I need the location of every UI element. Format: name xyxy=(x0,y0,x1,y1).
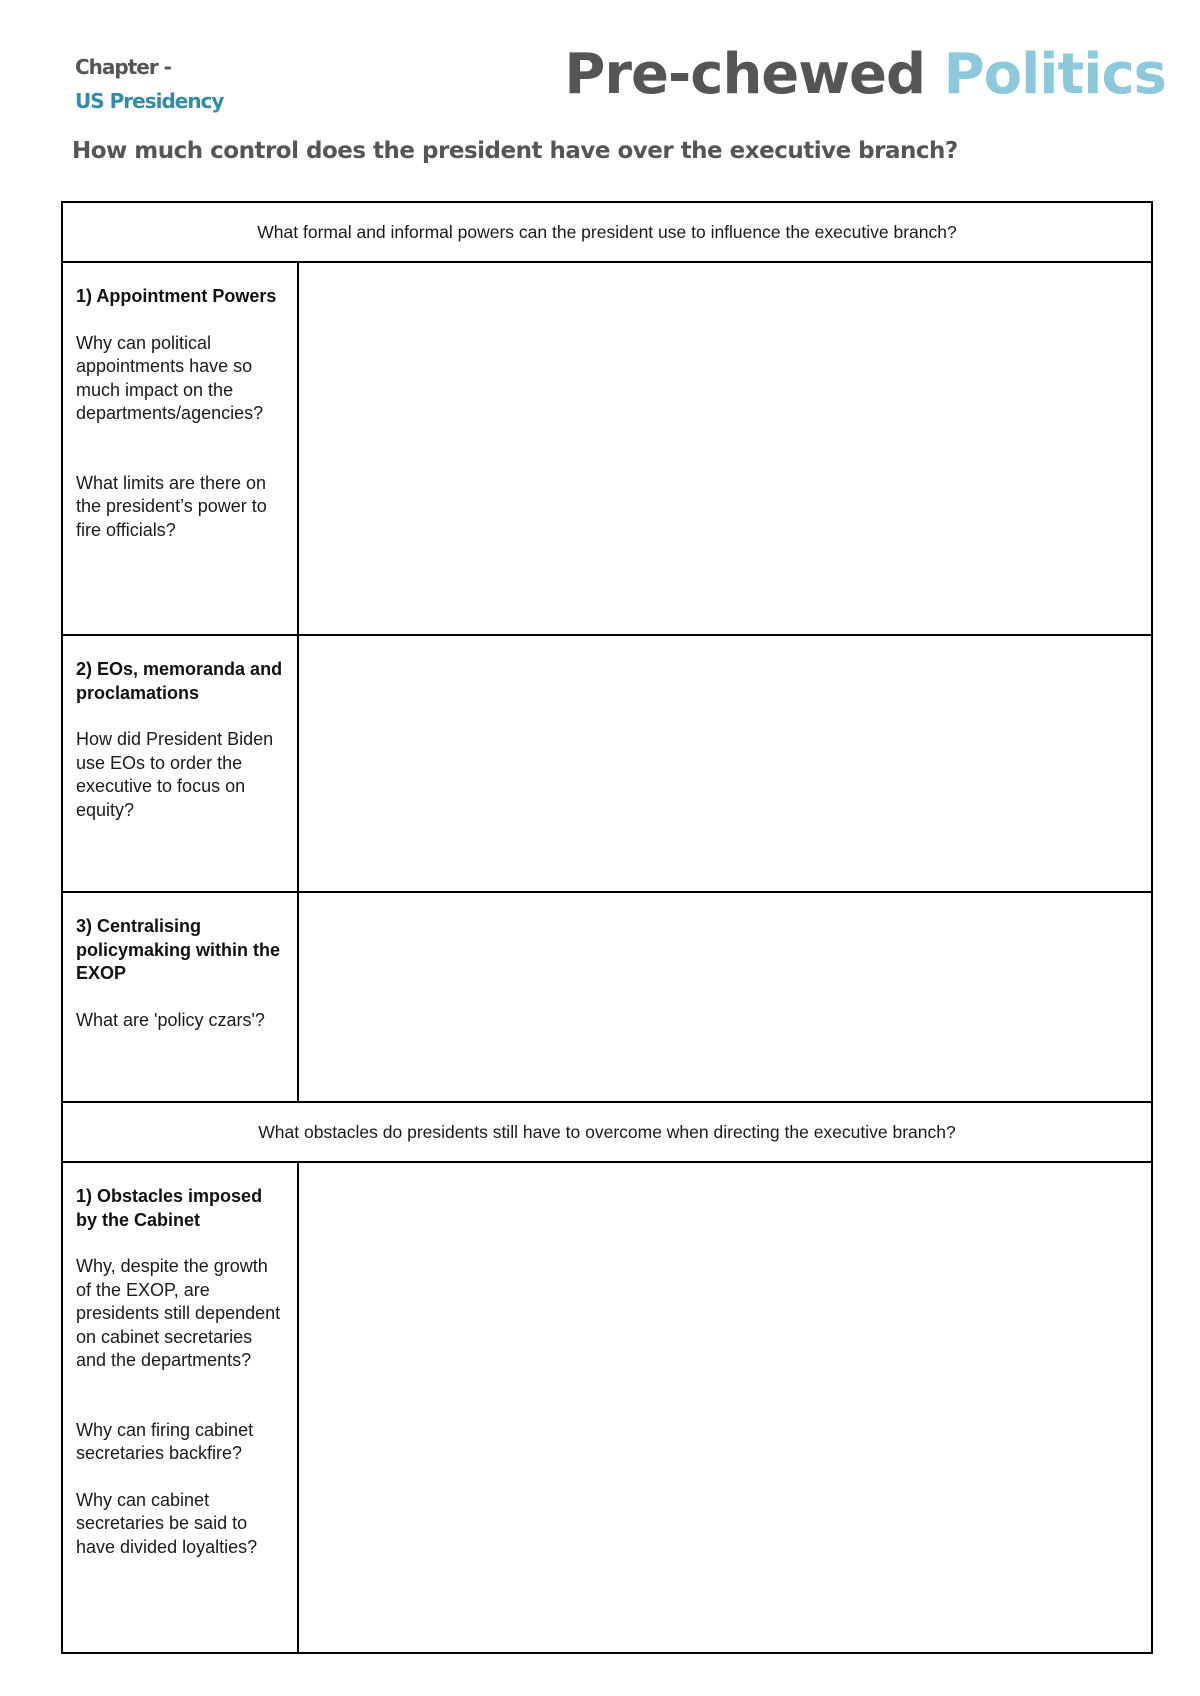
row-heading: 2) EOs, memoranda and proclamations xyxy=(76,659,283,703)
prompt-cell xyxy=(63,893,299,1101)
chapter-name: US Presidency xyxy=(75,89,224,113)
row-heading: 1) Appointment Powers xyxy=(76,286,277,306)
row-question: Why can firing cabinet secretaries backfire? xyxy=(76,1419,254,1463)
chapter-block xyxy=(75,50,223,118)
prompt-cell xyxy=(63,263,299,634)
prompt-cell xyxy=(63,636,299,891)
brand-logo-part1: Pre-chewed xyxy=(564,42,926,107)
worksheet-row-appointment-powers xyxy=(63,263,1151,636)
row-question: Why, despite the growth of the EXOP, are presidents still dependent on cabinet secretaries and the departments? xyxy=(76,1256,281,1370)
answer-cell[interactable] xyxy=(299,1163,1151,1652)
answer-cell[interactable] xyxy=(299,636,1151,891)
row-heading: 1) Obstacles imposed by the Cabinet xyxy=(76,1186,263,1230)
section-1-title: What formal and informal powers can the president use to influence the executive branch? xyxy=(63,203,1151,263)
worksheet-row-cabinet-obstacles xyxy=(63,1163,1151,1652)
brand-logo xyxy=(564,42,1166,107)
row-question: Why can political appointments have so much impact on the departments/agencies? xyxy=(76,332,264,423)
worksheet-table xyxy=(61,201,1153,1654)
main-question: How much control does the president have over the executive branch? xyxy=(72,138,958,164)
row-question: What limits are there on the president’s power to fire officials? xyxy=(76,472,267,540)
row-question: What are 'policy czars'? xyxy=(76,1009,265,1030)
chapter-label: Chapter - xyxy=(75,55,171,79)
worksheet-row-executive-orders xyxy=(63,636,1151,893)
answer-cell[interactable] xyxy=(299,263,1151,634)
answer-cell[interactable] xyxy=(299,893,1151,1101)
prompt-cell xyxy=(63,1163,299,1652)
row-question: Why can cabinet secretaries be said to have divided loyalties? xyxy=(76,1489,258,1557)
section-2-title: What obstacles do presidents still have to overcome when directing the executive branch? xyxy=(63,1103,1151,1163)
row-heading: 3) Centralising policymaking within the EXOP xyxy=(76,916,281,983)
brand-logo-part2: Politics xyxy=(943,42,1166,107)
worksheet-row-centralising-policymaking xyxy=(63,893,1151,1103)
row-question: How did President Biden use EOs to order the executive to focus on equity? xyxy=(76,729,274,820)
